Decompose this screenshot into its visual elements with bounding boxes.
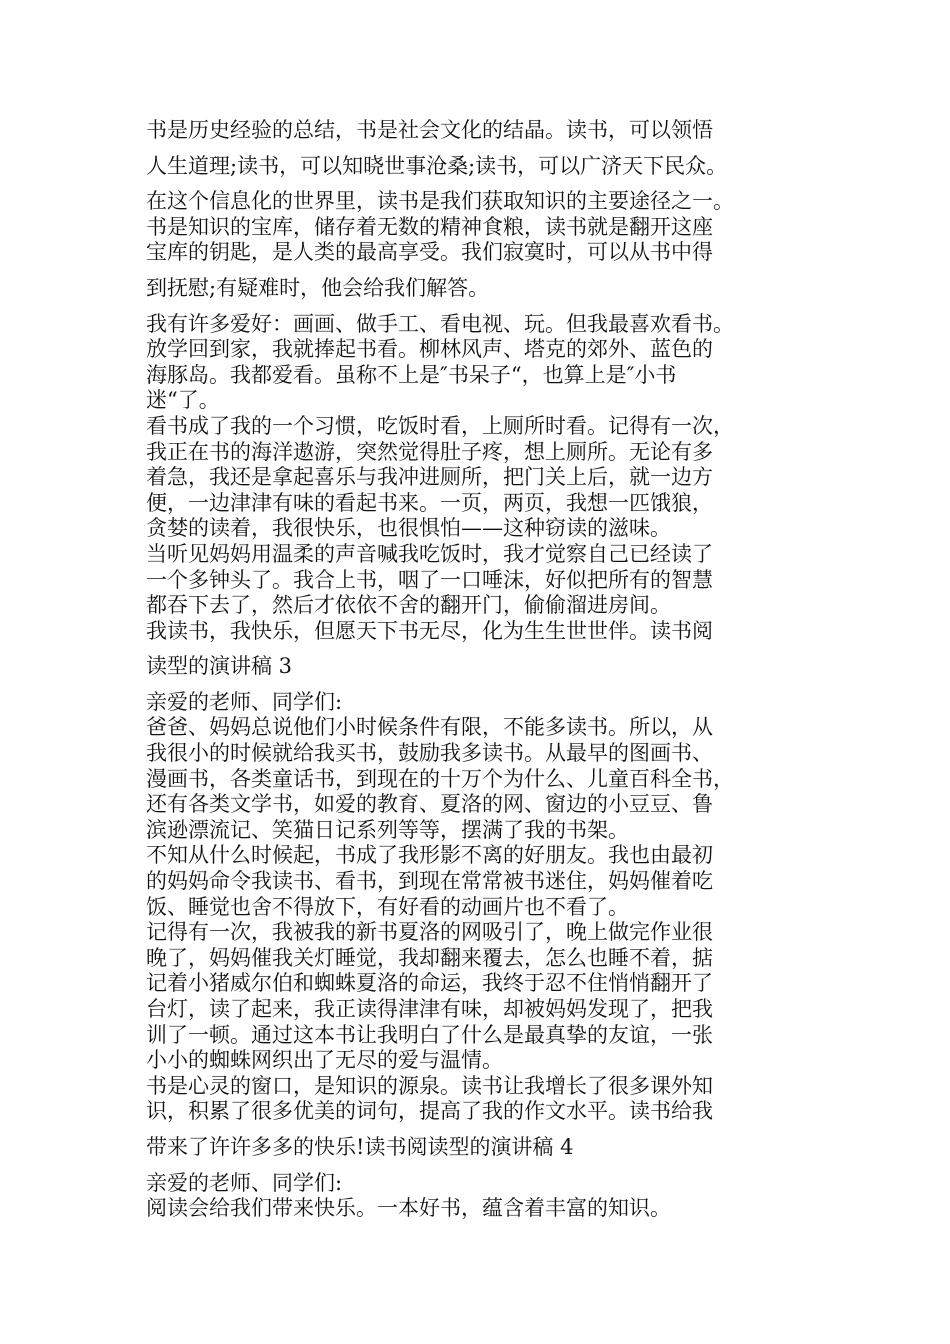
text-line: 我正在书的海洋遨游，突然觉得肚子疼，想上厕所。无论有多 (146, 439, 713, 464)
text-line: 海豚岛。我都爱看。虽称不上是″书呆子“，也算上是″小书 (146, 362, 677, 387)
text-line: 爸爸、妈妈总说他们小时候条件有限，不能多读书。所以，从 (146, 715, 713, 740)
section-heading: 读型的演讲稿 3 (146, 654, 293, 679)
text-line: 书是知识的宝库，储存着无数的精神食粮，读书就是翻开这座 (146, 214, 713, 239)
text-line: 训了一顿。通过这本书让我明白了什么是最真挚的友谊，一张 (146, 1022, 713, 1047)
text-line: 还有各类文学书，如爱的教育、夏洛的网、窗边的小豆豆、鲁 (146, 792, 713, 817)
text-line: 到抚慰;有疑难时，他会给我们解答。 (146, 275, 490, 300)
text-line: 阅读会给我们带来快乐。一本好书，蕴含着丰富的知识。 (146, 1196, 671, 1221)
text-line: 饭、睡觉也舍不得放下，有好看的动画片也不看了。 (146, 894, 629, 919)
text-line: 便，一边津津有味的看起书来。一页，两页，我想一匹饿狼， (146, 490, 713, 515)
text-line: 记得有一次，我被我的新书夏洛的网吸引了，晚上做完作业很 (146, 920, 713, 945)
text-line: 我很小的时候就给我买书，鼓励我多读书。从最早的图画书、 (146, 741, 713, 766)
text-line: 记着小猪威尔伯和蜘蛛夏洛的命运，我终于忍不住悄悄翻开了 (146, 971, 713, 996)
text-line: 的妈妈命令我读书、看书，到现在常常被书迷住，妈妈催着吃 (146, 869, 713, 894)
text-line: 人生道理;读书，可以知晓世事沧桑;读书，可以广济天下民众。 (146, 153, 728, 178)
text-line: 我读书，我快乐，但愿天下书无尽，化为生生世世伴。读书阅 (146, 618, 713, 643)
text-line: 看书成了我的一个习惯，吃饭时看，上厕所时看。记得有一次， (146, 413, 734, 438)
salutation: 亲爱的老师、同学们: (146, 1170, 343, 1195)
text-line: 迷“了。 (146, 388, 220, 413)
text-line: 宝库的钥匙，是人类的最高享受。我们寂寞时，可以从书中得 (146, 240, 713, 265)
text-line: 识，积累了很多优美的词句，提高了我的作文水平。读书给我 (146, 1099, 713, 1124)
document-body (146, 118, 826, 1222)
salutation: 亲爱的老师、同学们: (146, 689, 343, 714)
text-line: 都吞下去了，然后才依依不舍的翻开门，偷偷溜进房间。 (146, 593, 671, 618)
text-line: 放学回到家，我就捧起书看。柳林风声、塔克的郊外、蓝色的 (146, 337, 713, 362)
text-line: 书是心灵的窗口，是知识的源泉。读书让我增长了很多课外知 (146, 1073, 713, 1098)
text-line: 书是历史经验的总结，书是社会文化的结晶。读书，可以领悟 (146, 118, 713, 142)
text-line: 晚了，妈妈催我关灯睡觉，我却翻来覆去，怎么也睡不着，掂 (146, 945, 713, 970)
text-line: 着急，我还是拿起喜乐与我冲进厕所，把门关上后，就一边方 (146, 465, 713, 490)
text-line: 在这个信息化的世界里，读书是我们获取知识的主要途径之一。 (146, 189, 734, 214)
text-line: 不知从什么时候起，书成了我形影不离的好朋友。我也由最初 (146, 843, 713, 868)
text-line: 漫画书，各类童话书，到现在的十万个为什么、儿童百科全书， (146, 766, 734, 791)
text-line: 当听见妈妈用温柔的声音喊我吃饭时，我才觉察自己已经读了 (146, 541, 713, 566)
text-line: 一个多钟头了。我合上书，咽了一口唾沫，好似把所有的智慧 (146, 567, 713, 592)
text-line: 贪婪的读着，我很快乐，也很惧怕——这种窃读的滋味。 (146, 516, 671, 541)
text-line: 小小的蜘蛛网织出了无尽的爱与温情。 (146, 1048, 503, 1073)
text-line: 台灯，读了起来，我正读得津津有味，却被妈妈发现了，把我 (146, 997, 713, 1021)
section-heading: 带来了许许多多的快乐!读书阅读型的演讲稿 4 (146, 1134, 574, 1159)
text-line: 滨逊漂流记、笑猫日记系列等等，摆满了我的书架。 (146, 817, 629, 842)
text-line: 我有许多爱好：画画、做手工、看电视、玩。但我最喜欢看书。 (146, 311, 734, 336)
